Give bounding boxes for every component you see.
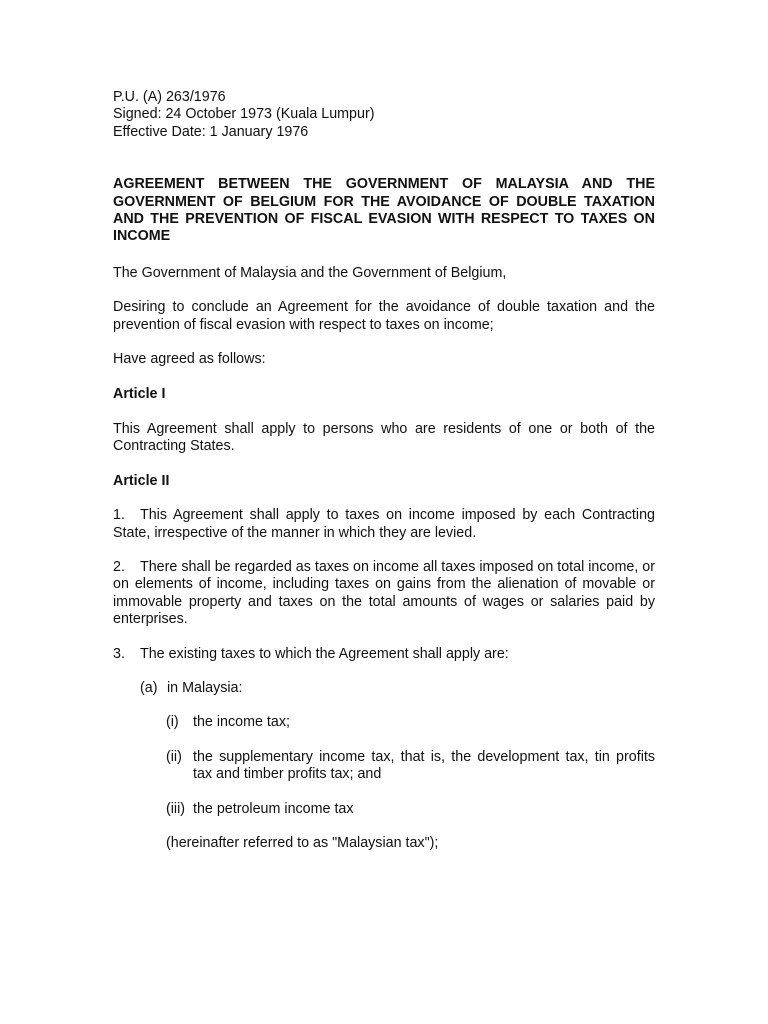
preamble-agreed: Have agreed as follows: bbox=[113, 351, 266, 368]
article-2-paragraph-1 bbox=[113, 507, 655, 542]
paragraph-number: 3. bbox=[113, 645, 125, 662]
article-1-heading: Article I bbox=[113, 386, 166, 403]
agreement-title: AGREEMENT BETWEEN THE GOVERNMENT OF MALAYSIA AND THE GOVERNMENT OF BELGIUM FOR THE AVOIDANCE OF DOUBLE TAXATION AND THE PREVENTION OF FISCAL EVASION WITH RESPECT TO TAXES ON INCOME bbox=[113, 176, 655, 245]
paragraph-text: There shall be regarded as taxes on income all taxes imposed on total income, or on elements of income, including taxes on gains from the alienation of movable or immovable property and taxes on the total amounts of wages or salaries paid by enterprises. bbox=[113, 558, 655, 628]
tax-item-2 bbox=[113, 749, 655, 784]
tax-item-1 bbox=[113, 714, 655, 731]
article-1-text: This Agreement shall apply to persons who are residents of one or both of the Contracting States. bbox=[113, 420, 655, 455]
signed-line: Signed: 24 October 1973 (Kuala Lumpur) bbox=[113, 106, 375, 123]
paragraph-number: 2. bbox=[113, 558, 125, 575]
item-text: the supplementary income tax, that is, the development tax, tin profits tax and timber profits tax; and bbox=[193, 748, 655, 783]
article-2-paragraph-3 bbox=[113, 646, 655, 663]
item-number: (iii) bbox=[166, 800, 186, 817]
effective-date-line: Effective Date: 1 January 1976 bbox=[113, 123, 309, 140]
item-number: (ii) bbox=[166, 748, 182, 765]
malaysian-tax-definition: (hereinafter referred to as "Malaysian tax"); bbox=[166, 834, 439, 851]
article-2-heading: Article II bbox=[113, 472, 170, 489]
paragraph-body-wrapper bbox=[113, 507, 655, 542]
item-text: the petroleum income tax bbox=[193, 800, 354, 817]
paragraph-body-wrapper bbox=[113, 559, 655, 629]
paragraph-text: This Agreement shall apply to taxes on income imposed by each Contracting State, irrespective of the manner in which they are levied. bbox=[113, 507, 655, 541]
paragraph-text: The existing taxes to which the Agreement shall apply are: bbox=[140, 645, 509, 662]
subparagraph-number: (a) bbox=[140, 679, 158, 696]
document-page bbox=[113, 89, 655, 852]
reference-number: P.U. (A) 263/1976 bbox=[113, 89, 226, 105]
item-text: the income tax; bbox=[193, 714, 290, 731]
subparagraph-a bbox=[113, 680, 655, 697]
tax-item-3 bbox=[113, 801, 655, 818]
item-number: (i) bbox=[166, 714, 179, 731]
subparagraph-text: in Malaysia: bbox=[167, 679, 243, 696]
document-header bbox=[113, 89, 655, 141]
preamble-desiring: Desiring to conclude an Agreement for the avoidance of double taxation and the prevention of fiscal evasion with respect to taxes on income; bbox=[113, 299, 655, 333]
preamble-parties: The Government of Malaysia and the Government of Belgium, bbox=[113, 264, 507, 281]
paragraph-number: 1. bbox=[113, 507, 125, 524]
article-2-paragraph-2 bbox=[113, 559, 655, 629]
